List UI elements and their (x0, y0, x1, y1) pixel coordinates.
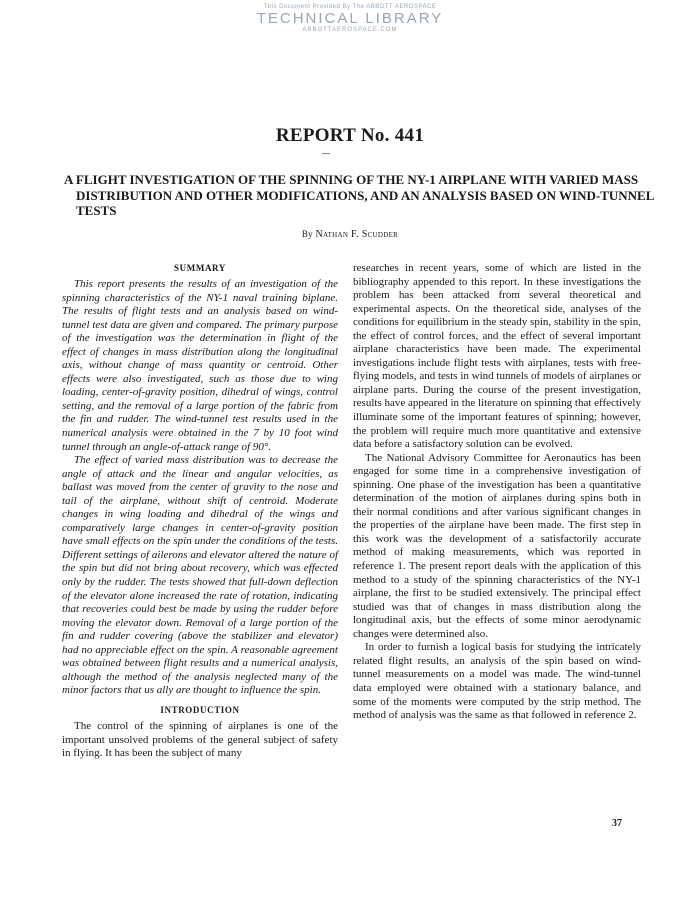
page-number: 37 (612, 818, 622, 829)
watermark-top-line: This Document Provided By The ABBOTT AEROSPACE (263, 4, 437, 10)
watermark-main-line: TECHNICAL LIBRARY (256, 10, 444, 27)
left-column (62, 262, 338, 761)
report-number: REPORT No. 441 (275, 125, 425, 146)
byline-prefix: By (301, 229, 313, 239)
introduction-paragraph: The control of the spinning of airplanes is one of the important unsolved problems of the general subject of safety in flying. It has been the subject of many (62, 719, 338, 760)
introduction-paragraph: researches in recent years, some of which are listed in the bibliography appended to this report. In these investigations the problem has been attacked from several theoretical and experimental aspects. On the theoretical side, analyses of the conditions for equilibrium in the steady spin, stability in the spin, the effect of control forces, and the effect of several important airplane characteristics have been made. The experimental investigations include flight tests with airplanes, tests with free-flying models, and tests in wind tunnels of models of airplanes or airplane parts. During the course of the present investigation, results have appeared in the literature on spinning that effectively illuminate some of the important features of spinning; however, the problem will require much more quantitative and extensive data before a satisfactory solution can be evolved. (353, 262, 641, 451)
summary-heading: SUMMARY (174, 263, 226, 273)
report-title: A FLIGHT INVESTIGATION OF THE SPINNING OF THE NY-1 AIRPLANE WITH VARIED MASS DISTRIBUTION AND OTHER MODIFICATIONS, AND AN ANALYSIS BASED ON WIND-TUNNEL TESTS (64, 172, 654, 218)
summary-paragraph: The effect of varied mass distribution was to decrease the angle of attack and the linear and angular velocities, as ballast was moved from the center of gravity to the nose and tail of the airplane, without shift of centroid. Moderate changes in wing loading and dihedral of the wings and comparatively large changes in center-of-gravity position have small effects on the spin under the conditions of the tests. Different settings of ailerons and elevator altered the nature of the spin but did not bring about recovery, which was effected only by the rudder. The tests showed that full-down deflection of the elevator alone increased the rate of rotation, indicating that recoveries could best be made by using the rudder before moving the elevator down. Removal of a large portion of the fin and rudder covering (above the stabilizer and elevator) had no appreciable effect on the spin. A reasonable agreement was obtained between flight results and a numerical analysis, although the method of the analysis neglected many of the minor factors that us ally are thought to influence the spin. (62, 454, 338, 697)
author-name: Nathan F. Scudder (315, 229, 399, 240)
byline (0, 229, 700, 240)
right-column (353, 262, 641, 723)
watermark-sub-line: ABBOTTAEROSPACE.COM (302, 27, 398, 33)
introduction-heading: INTRODUCTION (160, 704, 240, 715)
introduction-paragraph: The National Advisory Committee for Aeronautics has been engaged for some time in a comprehensive investigation of spinning. One phase of the investigation has been a quantitative determination of the motion of airplanes during spins both in their normal conditions and after various significant changes in the properties of the airplane have been made. The first step in this work was the development of a satisfactorily accurate method of making measurements, which was reported in reference 1. The present report deals with the application of this method to a study of the spinning characteristics of the NY-1 airplane, the first to be studied extensively. The principal effect studied was that of changes in mass distribution along the longitudinal axis, but the effects of some minor aerodynamic changes were determined also. (353, 451, 641, 640)
summary-paragraph: This report presents the results of an investigation of the spinning characteristics of the NY-1 naval training biplane. The results of flight tests and an analysis based on wind-tunnel test data are given and compared. The primary purpose of the investigation was the determination in flight of the effect of changes in mass distribution along the longitudinal axis, without change of mass quantity or centroid. Other effects were also investigated, such as those due to wing loading, center-of-gravity position, dihedral of wings, control setting, and the removal of a large portion of the fabric from the fin and rudder. The wind-tunnel test results used in the numerical analysis were obtained in the 7 by 10 foot wind tunnel through an angle-of-attack range of 90°. (62, 278, 338, 453)
introduction-paragraph: In order to furnish a logical basis for studying the intricately related flight results, an analysis of the spin based on wind-tunnel measurements on a model was made. The wind-tunnel data employed were obtained with a stationary balance, and some of the moments were computed by the strip method. The method of analysis was the same as that followed in reference 2. (353, 641, 641, 722)
decorative-mark (322, 153, 330, 154)
watermark (0, 3, 700, 34)
